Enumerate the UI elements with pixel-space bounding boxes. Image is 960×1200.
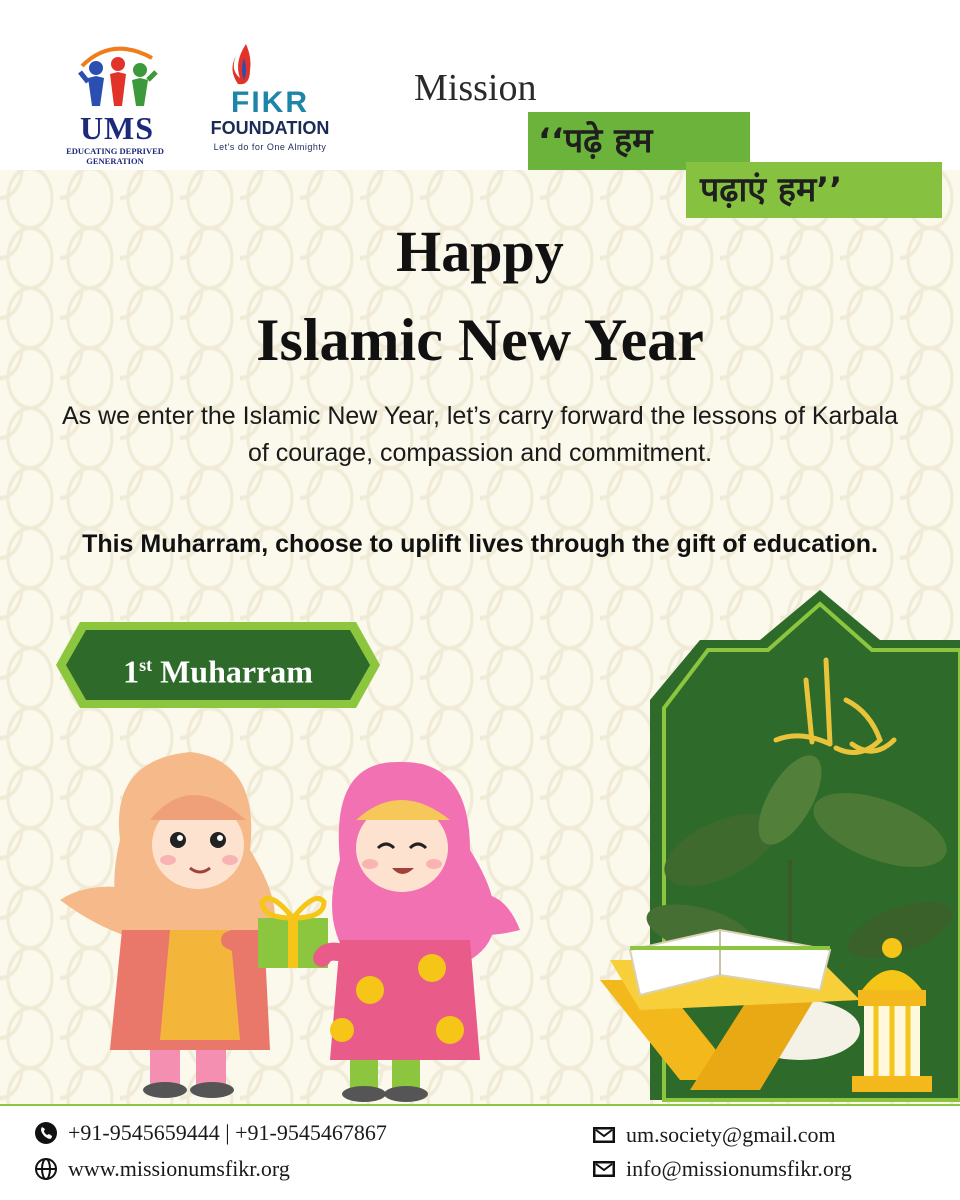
footer-email-2 [592, 1156, 852, 1182]
fikr-tagline: Let's do for One Almighty [213, 142, 327, 152]
phone-numbers[interactable]: +91-9545659444 | +91-9545467867 [68, 1120, 387, 1145]
fikr-foundation: FOUNDATION [210, 118, 330, 138]
badge-number: 1 [123, 653, 140, 690]
message-text: As we enter the Islamic New Year, let’s carry forward the lessons of Karbala of courage, compassion and commitment. [61, 402, 899, 467]
ums-tagline: EDUCATING DEPRIVED GENERATION [66, 146, 164, 166]
muharram-badge-label [56, 640, 380, 690]
footer-website [34, 1156, 290, 1182]
badge-month: Muharram [152, 653, 313, 690]
footer-email-1 [592, 1122, 836, 1148]
footer-phones [34, 1120, 387, 1146]
email-link-1[interactable]: um.society@gmail.com [626, 1122, 836, 1147]
girl-left-icon [60, 752, 275, 1098]
globe-icon [34, 1157, 58, 1181]
slogan-line-2: पढ़ाएं हम’’ [686, 162, 942, 218]
mail-icon [592, 1123, 616, 1147]
badge-suffix: st [139, 655, 153, 675]
mail-icon [592, 1157, 616, 1181]
fikr-name: FIKR [231, 86, 309, 119]
greeting-line-2: Islamic New Year [256, 307, 704, 373]
email-link-2[interactable]: info@missionumsfikr.org [626, 1156, 852, 1181]
phone-icon [34, 1121, 58, 1145]
ums-name: UMS [79, 110, 155, 146]
website-link[interactable]: www.missionumsfikr.org [68, 1156, 290, 1181]
slogan-line-1: ‘‘पढ़े हम [528, 112, 750, 170]
greeting-line-1: Happy [396, 219, 564, 284]
girl-right-icon [322, 762, 520, 1102]
message-bold: This Muharram, choose to uplift lives through the gift of education. [82, 530, 878, 558]
mission-word: Mission [414, 67, 537, 109]
